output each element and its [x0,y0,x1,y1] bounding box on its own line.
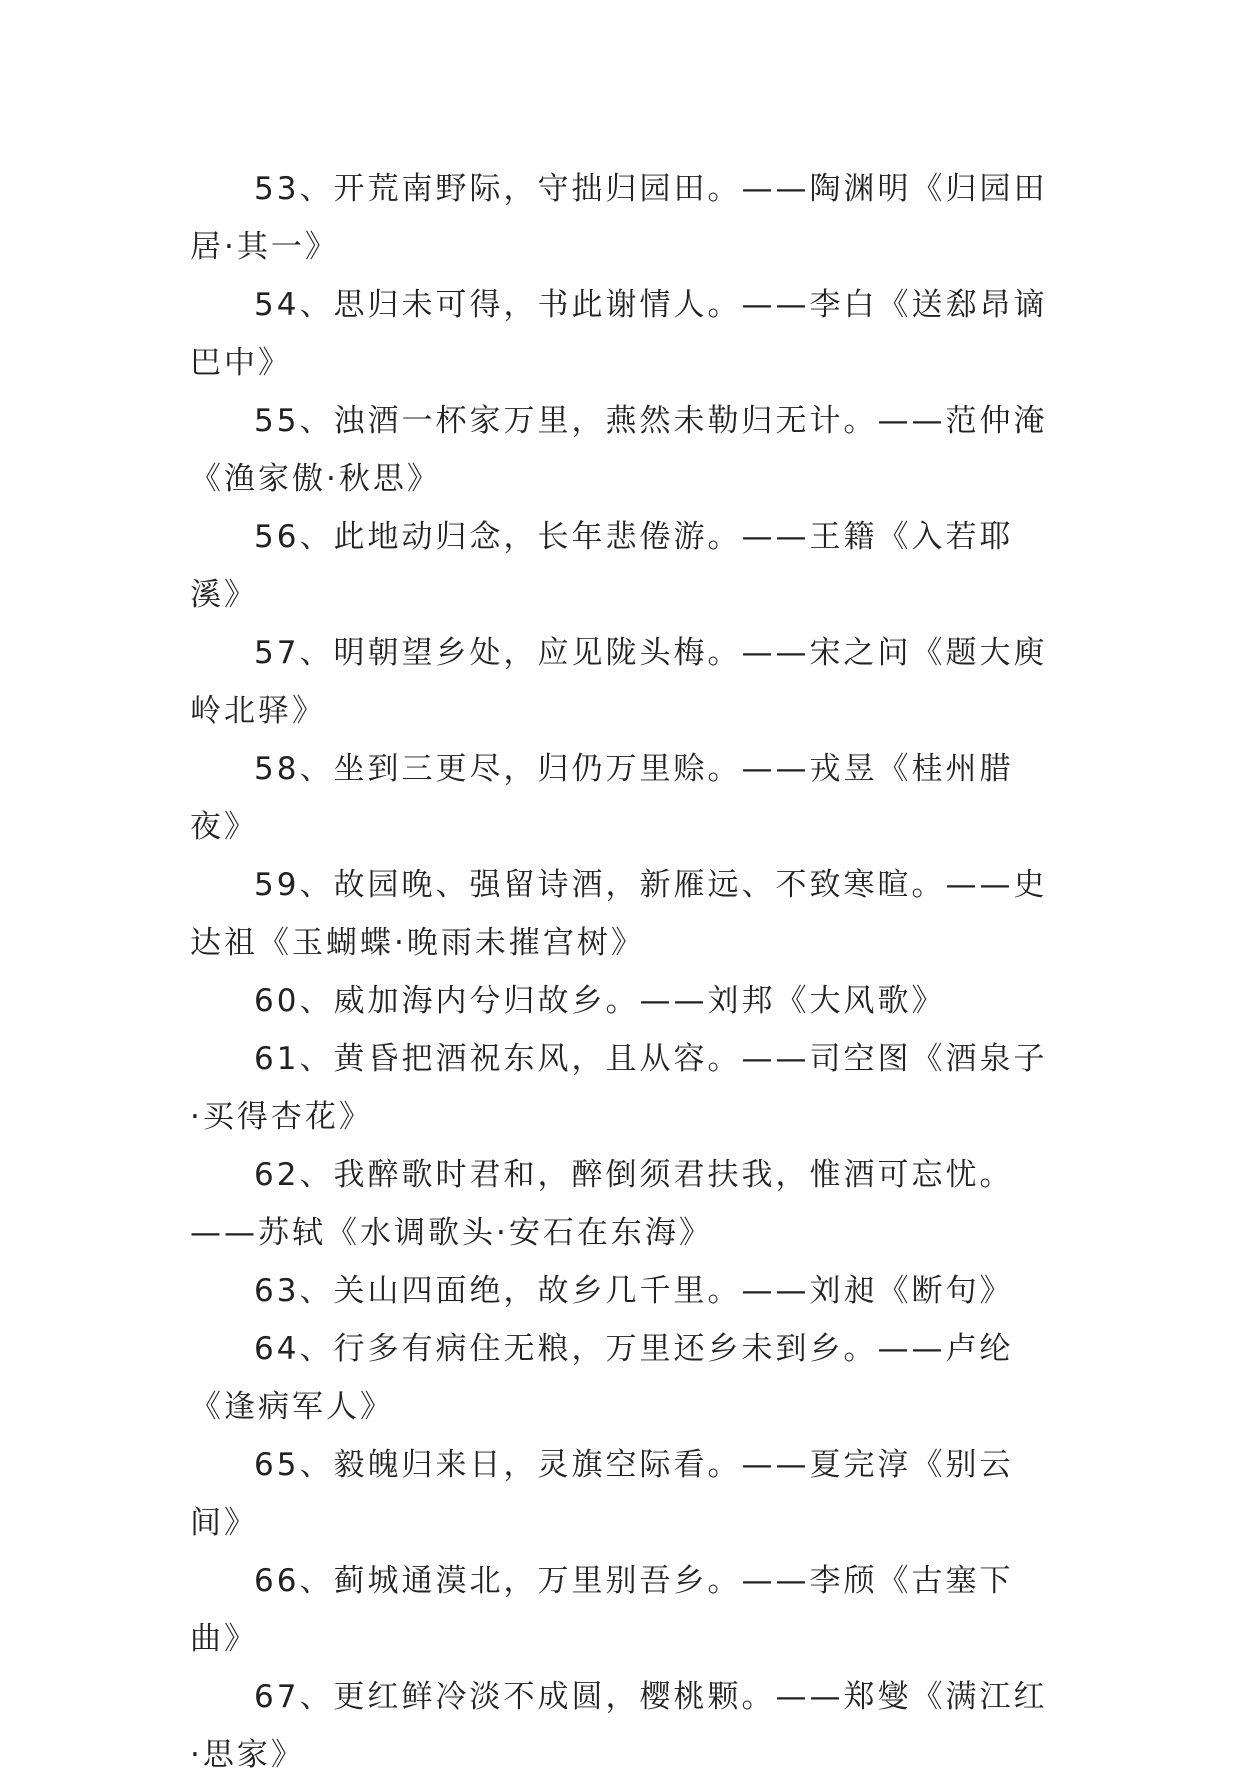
quote-entry-64: 64、行多有病住无粮，万里还乡未到乡。——卢纶《逢病军人》 [190,1331,1014,1425]
quote-entry-58: 58、坐到三更尽，归仍万里赊。——戎昱《桂州腊夜》 [190,751,1014,845]
quote-entry-61: 61、黄昏把酒祝东风，且从容。——司空图《酒泉子·买得杏花》 [190,1041,1048,1135]
quote-entry-53: 53、开荒南野际，守拙归园田。——陶渊明《归园田居·其一》 [190,171,1048,265]
quote-entry-63: 63、关山四面绝，故乡几千里。——刘昶《断句》 [254,1273,1014,1309]
quote-entry-55: 55、浊酒一杯家万里，燕然未勒归无计。——范仲淹《渔家傲·秋思》 [190,403,1048,497]
quote-entry-65: 65、毅魄归来日，灵旗空际看。——夏完淳《别云间》 [190,1447,1014,1541]
poem-quote-list [190,160,1050,1784]
quote-entry-54: 54、思归未可得，书此谢情人。——李白《送郄昂谪巴中》 [190,287,1048,381]
quote-entry-66: 66、蓟城通漠北，万里别吾乡。——李颀《古塞下曲》 [190,1563,1014,1657]
quote-entry-59: 59、故园晚、强留诗酒，新雁远、不致寒暄。——史达祖《玉蝴蝶·晚雨未摧宫树》 [190,867,1048,961]
quote-entry-60: 60、威加海内兮归故乡。——刘邦《大风歌》 [254,983,946,1019]
quote-entry-62: 62、我醉歌时君和，醉倒须君扶我，惟酒可忘忧。——苏轼《水调歌头·安石在东海》 [190,1157,1014,1251]
quote-entry-57: 57、明朝望乡处，应见陇头梅。——宋之问《题大庾岭北驿》 [190,635,1048,729]
quote-entry-67: 67、更红鲜冷淡不成圆，樱桃颗。——郑燮《满江红·思家》 [190,1679,1048,1773]
quote-entry-56: 56、此地动归念，长年悲倦游。——王籍《入若耶溪》 [190,519,1014,613]
